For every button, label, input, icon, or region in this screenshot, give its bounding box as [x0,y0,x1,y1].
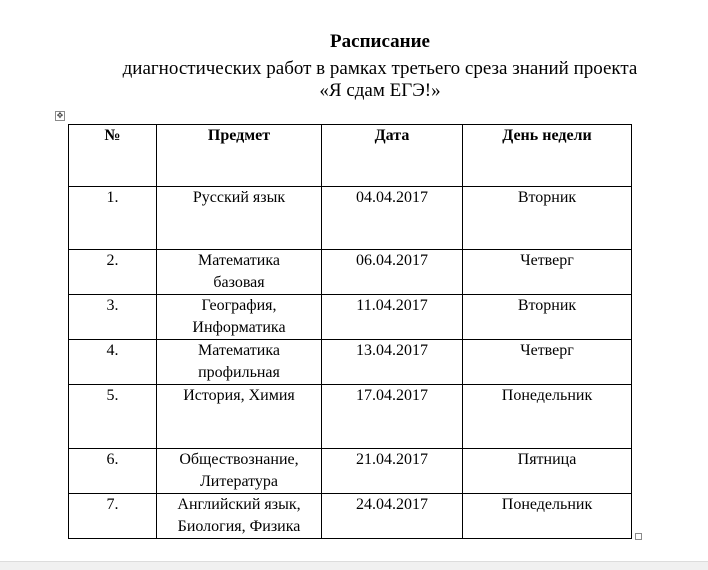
row-weekday: Понедельник [463,385,632,449]
header-subject: Предмет [157,125,322,187]
row-subject [157,385,322,449]
row-weekday: Вторник [463,295,632,340]
row-date: 13.04.2017 [322,340,463,385]
row-subject [157,250,322,295]
table-resize-handle[interactable] [635,533,642,540]
row-subject-line1: Математика [198,342,280,359]
row-weekday: Вторник [463,187,632,250]
table-header-row [69,125,632,187]
row-subject-line1: Математика [198,252,280,269]
row-subject-line1: Русский язык [192,189,286,206]
row-number: 4. [69,340,157,385]
row-date: 04.04.2017 [322,187,463,250]
table-move-handle-icon[interactable]: ✥ [56,111,64,120]
row-date: 06.04.2017 [322,250,463,295]
schedule-table [68,124,632,539]
row-date: 21.04.2017 [322,449,463,494]
table-row [69,385,632,449]
row-date: 24.04.2017 [322,494,463,539]
row-number: 3. [69,295,157,340]
row-subject [157,295,322,340]
header-weekday: День недели [463,125,632,187]
row-number: 6. [69,449,157,494]
document-subtitle-line2: «Я сдам ЕГЭ!» [319,80,441,101]
row-weekday: Понедельник [463,494,632,539]
document-subtitle-line1: диагностических работ в рамках третьего среза знаний проекта [122,58,638,79]
table-row [69,187,632,250]
row-number: 7. [69,494,157,539]
row-weekday: Четверг [463,250,632,295]
table-row [69,494,632,539]
row-subject [157,187,322,250]
table-row [69,250,632,295]
row-number: 2. [69,250,157,295]
table-row [69,295,632,340]
row-subject-line1: История, Химия [183,387,295,404]
row-number: 1. [69,187,157,250]
document-title: Расписание [330,31,430,52]
row-number: 5. [69,385,157,449]
row-weekday: Пятница [463,449,632,494]
row-subject [157,494,322,539]
table-row [69,340,632,385]
row-subject-line1: Английский язык, [177,496,301,513]
row-date: 17.04.2017 [322,385,463,449]
row-subject-line1: Обществознание, [179,451,299,468]
header-number: № [69,125,157,187]
row-weekday: Четверг [463,340,632,385]
row-subject-line2: Информатика [192,319,286,336]
row-date: 11.04.2017 [322,295,463,340]
row-subject-line2: базовая [213,274,265,291]
table-row [69,449,632,494]
row-subject-line2: профильная [198,364,280,381]
row-subject [157,449,322,494]
row-subject-line2: Литература [199,473,279,490]
row-subject-line1: География, [201,297,277,314]
header-date: Дата [322,125,463,187]
row-subject [157,340,322,385]
row-subject-line2: Биология, Физика [177,518,301,535]
